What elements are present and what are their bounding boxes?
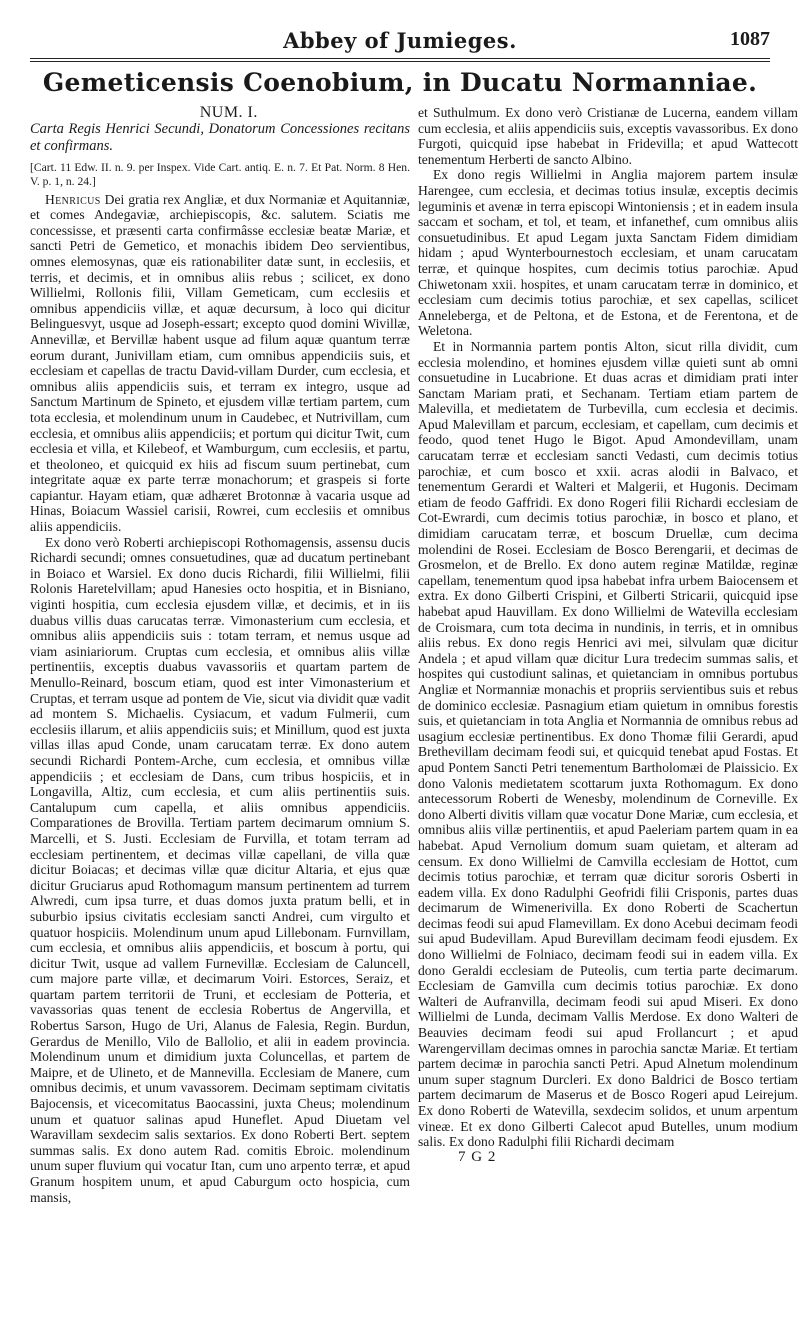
source-citation: [Cart. 11 Edw. II. n. 9. per Inspex. Vide Cart. antiq. E. n. 7. Et Pat. Norm. 8 Hen. V. p. 1, n. 24.] xyxy=(30,160,410,188)
header-rule-double xyxy=(30,61,770,62)
running-head: Abbey of Jumieges. xyxy=(283,28,517,53)
page-number: 1087 xyxy=(730,28,770,50)
paragraph: Ex dono verò Roberti archiepiscopi Rothomagensis, assensu ducis Richardi secundi; omnes consuetudines, quæ ad ducatum pertinebant in Boiaco et Warsiel. Ex dono ducis Richardi, filii Willielmi, filii Rolonis Haretelvillam; apud Hanesies octo hospitia, et in Bisniano, viginti hospitia, cum ecclesia ejusdem villæ, et decimis, et in iis duabus villis duas carucatas terræ. Vimonasterium cum ecclesia, et omnibus aliis appendiciis suis : totam terram, et nemus usque ad viam asiniariorum. Cruptas cum ecclesia, et omnibus aliis villæ pertinentiis, exceptis duabus vavassoriis et quartam partem de Menullo-Reinard, boscum etiam, quod est inter Vimonasterium et Cruptas, et terram usque ad pontem de Vie, sicut via dividit quæ vadit ad montem S. Michaelis. Cysiacum, et vadum Fulmerii, cum ecclesiis illarum, et aliis appendiciis suis; et Minillum, quod est juxta villas illas apud Conde, unam carucatam terræ. Ex dono autem secundi Richardi Pontem-Arche, cum ecclesia, et omnibus villæ appendiciis ; et ecclesiam de Dans, cum tribus hospiciis, et in Longavilla, Altiz, cum ecclesia, et cum aliis pertinentiis suis. Cantalupum cum capella, et aliis omnibus appendiciis. Comparationes de Brovilla. Tertiam partem decimarum omnium S. Marcelli, et S. Justi. Ecclesiam de Furvilla, et totam terram ad ecclesiam pertinentem, et decimas villæ capellani, de villa quæ dicitur Boiacas; et decimas villæ quæ dicitur Altaria, et ejus quæ dicitur Gruciarus apud Rothomagum mansum pertinentem ad turrem Alwredi, cum ipsa turre, et duas domos juxta pratum belli, et in suburbio ipsius civitatis ecclesiam sancti Andrei, cum virgulto et quatuor hospiciis. Molendinum unum apud Lillebonam. Furnvillam, cum ecclesia, et omnibus aliis appendiciis, et boscum à portu, qui dicitur Twit, usque ad vallem Furnevillæ. Ecclesiam de Caluncell, cum majore parte villæ, et decimarum Voiri. Estorces, Seraiz, et quartam partem territorii de Truni, et ecclesiam de Potteria, et vavassorias quas tenent de ecclesia Robertus de Angervilla, et Robertus Sarson, Hugo de Uri, Alanus de Falesia, Regin. Burdun, Gerardus de Menillo, Vilo de Ballolio, et alii in eadem provincia. Molendinum unum et dimidium juxta Coluncellas, et partem de Maipre, et de Ulineto, et de Mannevilla. Ecclesiam de Manere, cum omnibus decimis, et unum vavassorem. Decimam septimam civitatis Bajocensis, et vicecomitatus Baocassini, juxta Cheus; molendinum unum et quatuor salinas apud Huneflet. Apud Diuetam vel Waravillam sexdecim salis sextarios. Ex dono Roberti Bert. septem summas salis. Ex dono autem Rad. comitis Ebroic. molendinum unum super fluvium qui vocatur Itan, cum uno arpento terræ, et apud Granum hospitem unum, et apud Caburgum octo hospicia, cum mansis, xyxy=(30,534,410,1205)
charter-number: NUM. I. xyxy=(199,104,258,121)
paragraph: Ex dono regis Willielmi in Anglia majorem partem insulæ Harengee, cum ecclesia, et decimas totius insulæ, exceptis decimis leguminis et avenæ in terra episcopi Wintoniensis ; et in eadem insula saccam et socham, et tol, et team, et infanethef, cum omnibus aliis consuetudinibus. Et apud Legam juxta Sanctam Fidem dimidiam hidam ; apud Wynterbournestoch ecclesiam, et unam carucatam terræ, et quinque hospites, cum decimis totius parochiæ. Apud Chiwetonam xxii. hospites, et unam carucatam terræ in dominico, et ecclesiam cum decimis totius parochiæ, et sex capellas, scilicet Anneleberga, et de Peltona, et de Estona, et de Ferentona, et de Weletona. xyxy=(418,167,798,339)
charter-title: Carta Regis Henrici Secundi, Donatorum Concessiones recitans et confirmans. xyxy=(30,120,410,154)
paragraph: Et in Normannia partem pontis Alton, sicut rilla dividit, cum ecclesia molendino, et homines ejusdem villæ quieti sunt ab omni consuetudine in Lucabrione. Et duas acras et dimidiam prati inter Sanctam Mariam prati, et Sechanam. Tertiam etiam partem de Malevilla, et medietatem de Turbevilla, cum ecclesia et decimis. Apud Malevillam et parcum, ecclesiam, et capellam, cum decimis et feodo, quod tenet Hugo le Bigot. Apud Amondevillam, unam carucatam terræ et ecclesiam sancti Vedasti, cum decimis totius parochiæ, et cum bosco et xxii. acras alodii in Balvaco, et tenementum Gerardi et Walteri et Malgerii, et Hugonis. Decimam etiam de feodo Gaffridi. Ex dono Rogeri filii Richardi ecclesiam de Cot-Ewrardi, cum decimis totius parochiæ, in bosco et plano, et dimidiam carucatam terræ, et boscum Druellæ, cum decima molendini de Rosei. Ecclesiam de Bosco Berengarii, et decimas de Grosmelon, et de Brello. Ex dono autem reginæ Matildæ, reginæ capellam, tenementum quod ipsa habebat infra urbem Baiocensem et extra. Ex dono Gilberti Crispini, et Gilberti Stricarii, quicquid ipse habebat apud Hauvillam. Ex dono Willielmi de Watevilla ecclesiam de Croismara, cum tota decima in nundinis, in terris, et in omnibus aliis rebus. Ex dono regis Henrici avi mei, silvulam quæ dicitur Andela ; et apud villam quæ dicitur Lura tredecim summas salis, et hospites qui custodiunt salinas, et quietanciam in omnibus portubus Angliæ et Normanniæ monachis et propriis servientibus suis et rebus de dominico ecclesiæ. Pasnagium etiam quietum in omnibus forestis suis, et quietanciam in tota Anglia et Normannia de omnibus rebus ad usagium ecclesiæ pertinentibus. Ex dono Thomæ filii Gerardi, apud Brethevillam decimam feodi sui, et quicquid tenebat apud Fostas. Et apud Pontem Sancti Petri tenementum Bartholomæi de Plaissicio. Ex dono Valonis medietatem scottarum juxta Rothomagum. Ex dono antecessorum Roberti de Wenesby, molendinum de Corneville. Ex dono Alberti divitis villam quæ vocatur Done Mariæ, cum ecclesia, et omnibus aliis villæ pertinentiis, et apud Paeleriam partem quam in ea habebat. Apud Vernolium domum suam quietam, et alteram ad censum. Ex dono Willielmi de Camvilla ecclesiam de Hottot, cum decimis totius parochiæ, et terram quæ dicitur sororis Osberti in eadem villa. Ex dono Radulphi Geofridi filii Crisponis, partes duas decimarum de Wimenerivilla. Ex dono Roberti de Scachertun decimas feodi sui apud Flamevillam. Ex dono Acebui decimam feodi sui apud Budevillam. Apud Burevillam decimam feodi ejusdem. Ex dono Willielmi de Folniaco, decimam feodi sui in eadem villa. Ex dono Geraldi ecclesiam de Puteolis, cum tertia parte decimarum. Ecclesiam de Gamvilla cum decimis totius parochiæ. Ex dono Walteri de Aufranvilla, decimam feodi sui apud Miseri. Ex dono Willielmi de Lunda, decimam Vallis Merdose. Ex dono Walteri de Beauvies decimam feodi sui apud Frollancurt ; et apud Warengervillam decimas omnes in parochia sanctæ Mariæ. Et tertiam partem decimæ in parochia sancti Petri. Apud Alnetum molendinum unum super stagnum Durcleri. Ex dono Baldrici de Bosco tertiam partem decimarum de Maserus et de Bosco Rogeri apud Leirejum. Ex dono Roberti de Watevilla, sexdecim solidos, et unum arpentum vineæ. Et ex dono Gilberti Calecot apud Butelles, unum modium salis. Ex dono Radulphi filii Richardi decimam xyxy=(418,338,798,1150)
left-column xyxy=(30,105,410,1205)
header-rule xyxy=(30,58,770,59)
paragraph-text: Dei gratia rex Angliæ, et dux Normaniæ et Aquitanniæ, et comes Andegaviæ, archiepiscopis, &c. salutem. Sciatis me concessisse, et præsenti carta confirmâsse ecclesiæ beatæ Mariæ, et sancti Petri de Gemetico, et monachis ibidem Deo servientibus, omnes elemosynas, quæ eis rationabiliter datæ sunt, in ecclesiis, et terris, et decimis, et in omnibus aliis rebus ; scilicet, ex dono Willielmi, Rollonis filii, Villam Gemeticam, cum ecclesiis et omnibus appendiciis villæ, et aquæ decursum, à loco qui dicitur Belinguesvyt, usque ad Joseph-essart; excepto quod domini Wivillæ, Annevillæ, et Bervillæ habent usque ad filum aquæ quantum terræ eorum durant, Junivillam etiam, cum omnibus appendiciis suis, et ecclesiam et capellas de tractu David-villam Durder, cum ecclesia, et omnibus aliis appendiciis suis, et terram ex integro, usque ad Sanctum Martinum de Spineto, et ejusdem villæ tertiam partem, cum tota ecclesia, et molendinum unum in Caudebec, et Nutrivillam, cum ecclesia, et omnibus aliis appendiciis; et portum qui dicitur Twit, cum ecclesia et villa, et Kilebeof, et Wamburgum, cum ecclesiis, et partu, et theoloneo, et quicquid ex hiis ad fiscum suum pertinebat, cum integritate aquæ ex parte terræ monachorum; et graspeis si forte capiantur. Hayam etiam, quæ adhæret Brotonnæ à vacaria usque ad Hinas, Boiacum Wassiel carisii, Rowrei, cum ecclesiis et omnibus aliis appendiciis. xyxy=(30,191,410,535)
paragraph: et Suthulmum. Ex dono verò Cristianæ de Lucerna, eandem villam cum ecclesia, et aliis appendiciis suis, exceptis vavassoribus. Ex dono Furgoti, quicquid ipse habebat in Fridevilla; et apud Wattecott tenementum Herberti de sancto Albino. xyxy=(418,105,798,167)
signature-mark: 7 G 2 xyxy=(458,1148,497,1165)
section-title: Gemeticensis Coenobium, in Ducatu Normanniae. xyxy=(42,68,758,97)
paragraph xyxy=(30,192,410,535)
right-column xyxy=(418,105,798,1165)
lead-word: Henricus xyxy=(44,191,101,207)
